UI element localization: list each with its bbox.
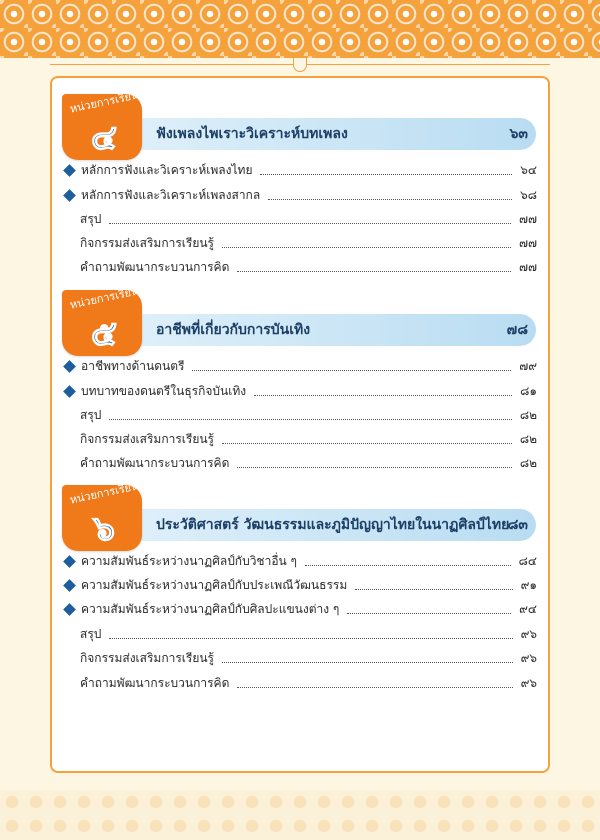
- toc-entry-page: ๙๔: [519, 602, 537, 616]
- toc-entry-page: ๖๔: [520, 163, 537, 177]
- toc-entry[interactable]: [80, 255, 537, 277]
- diamond-bullet-icon: [63, 385, 76, 398]
- unit-number: ๔: [91, 118, 117, 158]
- toc-entry-page: ๗๗: [518, 260, 537, 274]
- unit-badge: [62, 476, 153, 551]
- toc-entry[interactable]: [80, 231, 537, 253]
- unit-badge: [62, 281, 153, 356]
- toc-entry-label: ความสัมพันธ์ระหว่างนาฏศิลป์กับวิชาอื่น ๆ: [81, 554, 297, 568]
- toc-entry[interactable]: [64, 597, 537, 619]
- unit-badge: [62, 85, 153, 160]
- diamond-bullet-icon: [63, 164, 76, 177]
- dot-leader: [222, 662, 513, 663]
- toc-entry-label: หลักการฟังและวิเคราะห์เพลงสากล: [81, 188, 261, 202]
- dot-leader: [222, 247, 511, 248]
- dot-leader: [355, 589, 512, 590]
- toc-entry-label: กิจกรรมส่งเสริมการเรียนรู้: [80, 432, 215, 446]
- toc-entry-page: ๙๖: [520, 651, 537, 665]
- toc-entry-label: ความสัมพันธ์ระหว่างนาฏศิลป์กับประเพณีวัฒนธรรม: [81, 578, 348, 592]
- diamond-bullet-icon: [63, 360, 76, 373]
- diamond-bullet-icon: [63, 189, 76, 202]
- dot-leader: [347, 613, 511, 614]
- toc-entry[interactable]: [64, 573, 537, 595]
- dot-leader: [237, 467, 511, 468]
- toc-entry-label: สรุป: [80, 212, 102, 226]
- dot-leader: [237, 687, 512, 688]
- toc-entry[interactable]: [64, 354, 537, 376]
- unit-title[interactable]: อาชีพที่เกี่ยวกับการบันเทิง: [156, 322, 311, 338]
- dot-leader: [222, 443, 512, 444]
- toc-entry-page: ๘๒: [519, 432, 537, 446]
- dot-leader: [109, 223, 511, 224]
- unit-badge-label: หน่วยการเรียนรู้ที่: [68, 281, 153, 312]
- toc-entry[interactable]: [64, 158, 537, 180]
- toc-entry-page: ๘๒: [519, 408, 537, 422]
- toc-entry-page: ๘๑: [520, 384, 537, 398]
- dot-leader: [268, 199, 512, 200]
- decorative-header-pattern: [0, 0, 600, 58]
- header-ornament: [293, 58, 307, 72]
- unit-number: ๖: [93, 509, 115, 549]
- dot-leader: [254, 395, 512, 396]
- unit-badge-label: หน่วยการเรียนรู้ที่: [68, 476, 153, 507]
- unit-badge-label: หน่วยการเรียนรู้ที่: [68, 85, 153, 116]
- toc-entry[interactable]: [80, 622, 537, 644]
- dot-leader: [109, 419, 511, 420]
- toc-entry-label: กิจกรรมส่งเสริมการเรียนรู้: [80, 236, 215, 250]
- toc-entry-label: คำถามพัฒนากระบวนการคิด: [80, 456, 230, 470]
- toc-entry[interactable]: [80, 403, 537, 425]
- toc-entry-label: สรุป: [80, 627, 102, 641]
- unit-page-number: ๘๓: [507, 517, 528, 533]
- diamond-bullet-icon: [63, 555, 76, 568]
- dot-leader: [192, 370, 511, 371]
- dot-leader: [237, 271, 511, 272]
- decorative-footer-pattern: [0, 790, 600, 840]
- dot-leader: [305, 565, 511, 566]
- diamond-bullet-icon: [63, 603, 76, 616]
- toc-entry[interactable]: [64, 183, 537, 205]
- toc-entry[interactable]: [80, 671, 537, 693]
- toc-entry[interactable]: [80, 207, 537, 229]
- dot-leader: [260, 174, 512, 175]
- toc-entry-page: ๙๑: [520, 578, 537, 592]
- toc-entry-page: ๙๖: [520, 627, 537, 641]
- toc-entry[interactable]: [64, 379, 537, 401]
- toc-entry-label: คำถามพัฒนากระบวนการคิด: [80, 676, 230, 690]
- toc-entry-page: ๘๒: [519, 456, 537, 470]
- toc-entry[interactable]: [80, 451, 537, 473]
- toc-entry-label: สรุป: [80, 408, 102, 422]
- unit-number: ๕: [91, 314, 117, 354]
- toc-entry-label: กิจกรรมส่งเสริมการเรียนรู้: [80, 651, 215, 665]
- toc-entry-label: คำถามพัฒนากระบวนการคิด: [80, 260, 230, 274]
- toc-entry-page: ๙๖: [520, 676, 537, 690]
- toc-entry-label: หลักการฟังและวิเคราะห์เพลงไทย: [81, 163, 253, 177]
- toc-entry-label: ความสัมพันธ์ระหว่างนาฏศิลป์กับศิลปะแขนงต่าง ๆ: [81, 602, 340, 616]
- toc-entry-page: ๗๙: [519, 359, 537, 373]
- dot-leader: [109, 638, 512, 639]
- unit-title[interactable]: ประวัติศาสตร์ วัฒนธรรมและภูมิปัญญาไทยในนาฏศิลป์ไทย: [156, 517, 510, 533]
- toc-entry-page: ๗๗: [518, 236, 537, 250]
- unit-page-number: ๗๘: [506, 322, 528, 338]
- toc-entry[interactable]: [80, 646, 537, 668]
- unit-page-number: ๖๓: [509, 126, 528, 142]
- toc-entry-page: ๖๘: [520, 188, 537, 202]
- unit-title[interactable]: ฟังเพลงไพเราะวิเคราะห์บทเพลง: [156, 126, 348, 142]
- diamond-bullet-icon: [63, 579, 76, 592]
- toc-entry-label: อาชีพทางด้านดนตรี: [81, 359, 185, 373]
- toc-entry-label: บทบาทของดนตรีในธุรกิจบันเทิง: [81, 384, 247, 398]
- toc-entry-page: ๘๔: [518, 554, 537, 568]
- toc-entry-page: ๗๗: [518, 212, 537, 226]
- toc-entry[interactable]: [80, 427, 537, 449]
- toc-entry[interactable]: [64, 549, 537, 571]
